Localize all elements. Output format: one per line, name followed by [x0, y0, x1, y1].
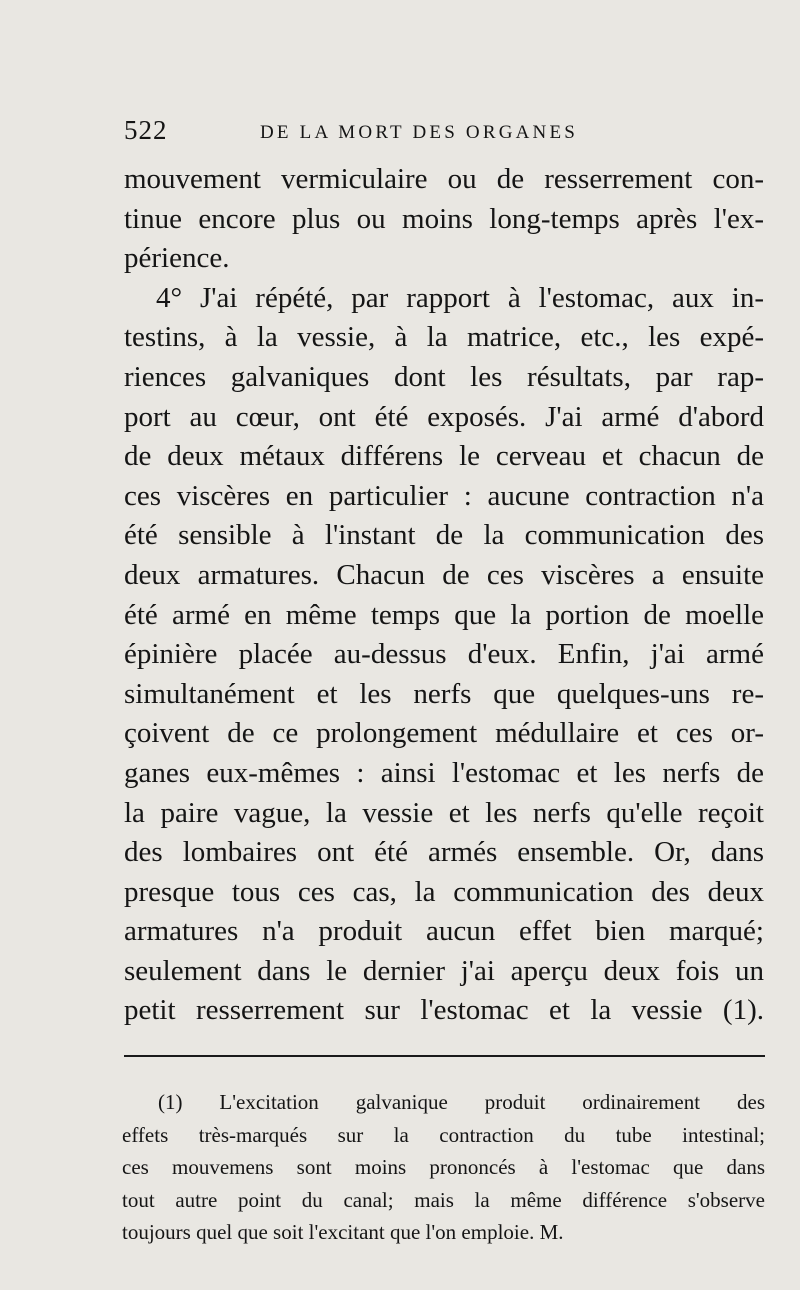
- text-line: périence.: [124, 242, 230, 275]
- text-line: des lombaires ont été armés ensemble. Or, dans: [124, 836, 764, 869]
- text-line: ganes eux-mêmes : ainsi l'estomac et les nerfs de: [124, 756, 764, 789]
- text-line: épinière placée au-dessus d'eux. Enfin, j'ai armé: [124, 638, 764, 671]
- running-head: DE LA MORT DES ORGANES: [260, 122, 579, 143]
- footnote-line: ces mouvemens sont moins prononcés à l'estomac que dans: [122, 1155, 765, 1179]
- text-line: port au cœur, ont été exposés. J'ai armé d'abord: [124, 400, 764, 433]
- page-number: 522: [124, 115, 168, 145]
- text-line: tinue encore plus ou moins long-temps après l'ex-: [124, 202, 764, 235]
- text-line: armatures n'a produit aucun effet bien marqué;: [124, 915, 764, 948]
- footnote: [122, 1086, 765, 1249]
- text-line: ces viscères en particulier : aucune contraction n'a: [124, 479, 764, 512]
- text-line: çoivent de ce prolongement médullaire et ces or-: [124, 717, 764, 750]
- footnote-line: toujours quel que soit l'excitant que l'on emploie. M.: [122, 1220, 564, 1244]
- text-line: simultanément et les nerfs que quelques-uns re-: [124, 677, 764, 710]
- text-line: la paire vague, la vessie et les nerfs qu'elle reçoit: [124, 796, 764, 829]
- text-line: 4° J'ai répété, par rapport à l'estomac, aux in-: [156, 281, 764, 314]
- text-line: mouvement vermiculaire ou de resserrement con-: [124, 163, 764, 195]
- text-line: riences galvaniques dont les résultats, par rap-: [124, 360, 764, 393]
- text-line: testins, à la vessie, à la matrice, etc., les expé-: [124, 321, 764, 354]
- footnote-rule: [124, 1055, 765, 1057]
- text-line: de deux métaux différens le cerveau et chacun de: [124, 440, 764, 473]
- text-line: presque tous ces cas, la communication des deux: [124, 875, 764, 908]
- main-text: [124, 160, 764, 1031]
- text-line: deux armatures. Chacun de ces viscères a ensuite: [124, 558, 764, 591]
- text-line: petit resserrement sur l'estomac et la vessie (1).: [124, 994, 764, 1027]
- text-line: été sensible à l'instant de la communication des: [124, 519, 764, 552]
- footnote-line: effets très-marqués sur la contraction du tube intestinal;: [122, 1122, 765, 1147]
- page-header: [124, 115, 764, 151]
- text-line: été armé en même temps que la portion de moelle: [124, 598, 764, 631]
- footnote-line: (1) L'excitation galvanique produit ordinairement des: [158, 1090, 765, 1114]
- text-line: seulement dans le dernier j'ai aperçu deux fois un: [124, 954, 764, 987]
- footnote-line: tout autre point du canal; mais la même différence s'observe: [122, 1187, 765, 1212]
